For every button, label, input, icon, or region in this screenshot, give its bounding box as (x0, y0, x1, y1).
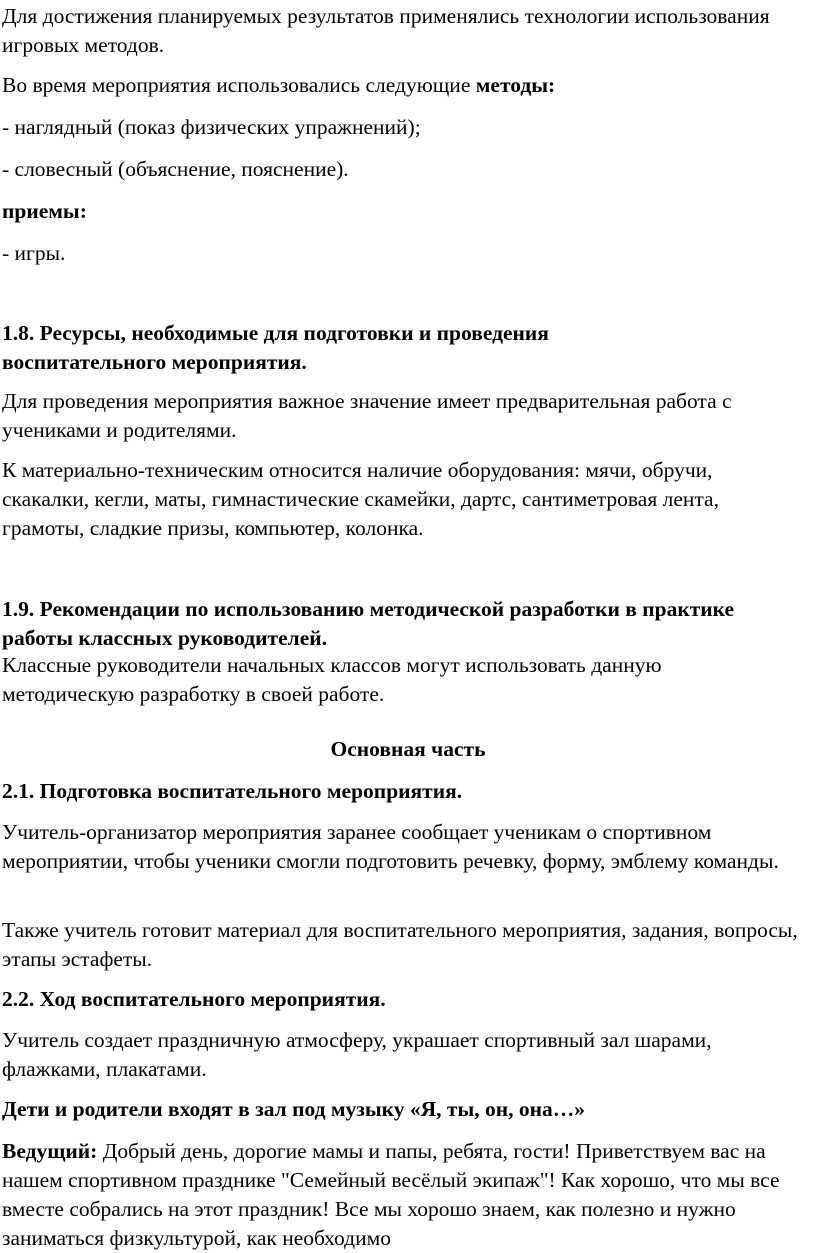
paragraph-host-speech (2, 1137, 814, 1253)
paragraph-games: - игры. (2, 241, 66, 265)
paragraph-equipment: К материально-техническим относится наличие оборудования: мячи, обручи, скакалки, кегли, маты, гимнастические скамейки, дартс, сантиметровая лента, грамоты, сладкие призы, компьютер, колонка. (2, 458, 719, 540)
host-label: Ведущий: (2, 1139, 98, 1163)
heading-2-2: 2.2. Ход воспитательного мероприятия. (2, 987, 386, 1011)
paragraph-preparation-work: Для проведения мероприятия важное значение имеет предварительная работа с учениками и родителями. (2, 389, 732, 442)
paragraph-method-visual: - наглядный (показ физических упражнений); (2, 115, 421, 139)
heading-main-part: Основная часть (330, 737, 486, 761)
heading-1-9: 1.9. Рекомендации по использованию методической разработки в практике работы классных руководителей. (2, 597, 735, 650)
paragraph-teacher-material: Также учитель готовит материал для воспитательного мероприятия, задания, вопросы, этапы эстафеты. (2, 918, 798, 971)
methods-intro-text: Во время мероприятия использовались следующие (2, 73, 476, 97)
techniques-label: приемы: (2, 199, 87, 223)
host-speech-text: Добрый день, дорогие мамы и папы, ребята, гости! Приветствуем вас на нашем спортивном празднике "Семейный весёлый экипаж"! Как хорошо, что мы все вместе собрались на этот праздник! Все мы хорошо знаем, как полезно и нужно заниматься физкультурой, как необходимо (2, 1139, 780, 1250)
paragraph-atmosphere: Учитель создает праздничную атмосферу, украшает спортивный зал шарами, флажками, плакатами. (2, 1028, 712, 1081)
paragraph-organizer: Учитель-организатор мероприятия заранее сообщает ученикам о спортивном мероприятии, чтобы ученики смогли подготовить речевку, форму, эмблему команды. (2, 820, 779, 873)
paragraph-method-verbal: - словесный (объяснение, пояснение). (2, 157, 349, 181)
heading-1-8: 1.8. Ресурсы, необходимые для подготовки и проведения воспитательного мероприятия. (2, 321, 549, 374)
paragraph-recommendations: Классные руководители начальных классов могут использовать данную методическую разработку в своей работе. (2, 653, 662, 706)
methods-label: методы: (475, 73, 556, 97)
paragraph-entrance: Дети и родители входят в зал под музыку «Я, ты, он, она…» (2, 1097, 586, 1121)
paragraph-technologies: Для достижения планируемых результатов применялись технологии использования игровых методов. (2, 4, 770, 57)
heading-2-1: 2.1. Подготовка воспитательного мероприятия. (2, 779, 463, 803)
paragraph-techniques-label (2, 197, 814, 226)
paragraph-methods-intro (2, 71, 814, 100)
